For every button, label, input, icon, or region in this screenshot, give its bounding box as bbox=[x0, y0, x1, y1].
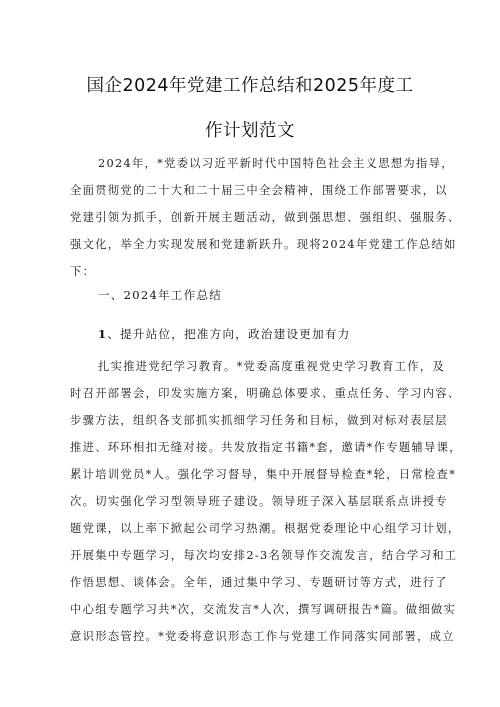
intro-paragraph bbox=[70, 150, 461, 285]
body-line: 时召开部署会，印发实施方案，明确总体要求、重点任务、学习内容、 bbox=[70, 387, 461, 400]
body-line: 作悟思想、谈体会。全年，通过集中学习、专题研讨等方式，进行了 bbox=[70, 576, 448, 589]
body-line: 步骤方法，组织各支部抓实抓细学习任务和目标，做到对标对表层层 bbox=[70, 414, 448, 427]
body-paragraph bbox=[70, 353, 462, 650]
body-line: 意识形态管控。*党委将意识形态工作与党建工作同落实同部署，成立 bbox=[70, 630, 455, 643]
document-title-line-2: 作计划范文 bbox=[205, 121, 295, 141]
body-line: 推进、环环相扣无缝对接。共发放指定书籍*套，邀请*作专题辅导课， bbox=[70, 441, 462, 454]
subsection-number: 1 bbox=[98, 327, 108, 341]
body-line: 中心组专题学习共*次，交流发言*人次，撰写调研报告*篇。做细做实 bbox=[70, 603, 457, 616]
intro-line: 下： bbox=[70, 265, 96, 278]
subsection-heading bbox=[98, 326, 351, 342]
body-line: 题党课，以上率下掀起公司学习热潮。根据党委理论中心组学习计划， bbox=[70, 522, 461, 535]
document-title-line-1: 国企2024年党建工作总结和2025年度工 bbox=[86, 76, 414, 96]
body-line: 累计培训党员*人。强化学习督导，集中开展督导检查*轮，日常检查* bbox=[70, 468, 457, 481]
intro-line: 全面贯彻党的二十大和二十届三中全会精神，围绕工作部署要求，以 bbox=[70, 184, 448, 197]
intro-line: 2024年，*党委以习近平新时代中国特色社会主义思想为指导， bbox=[98, 157, 454, 170]
intro-line: 党建引领为抓手，创新开展主题活动，做到强思想、强组织、强服务、 bbox=[70, 211, 461, 224]
body-line: 扎实推进党纪学习教育。*党委高度重视党史学习教育工作，及 bbox=[98, 360, 446, 373]
section-heading: 一、2024年工作总结 bbox=[98, 288, 223, 302]
body-line: 开展集中专题学习，每次均安排2-3名领导作交流发言，结合学习和工 bbox=[70, 549, 458, 562]
body-line: 次。切实强化学习型领导班子建设。领导班子深入基层联系点讲授专 bbox=[70, 495, 448, 508]
subsection-title: 、提升站位，把准方向，政治建设更加有力 bbox=[107, 327, 351, 341]
intro-line: 强文化，举全力实现发展和党建新跃升。现将2024年党建工作总结如 bbox=[70, 238, 457, 251]
